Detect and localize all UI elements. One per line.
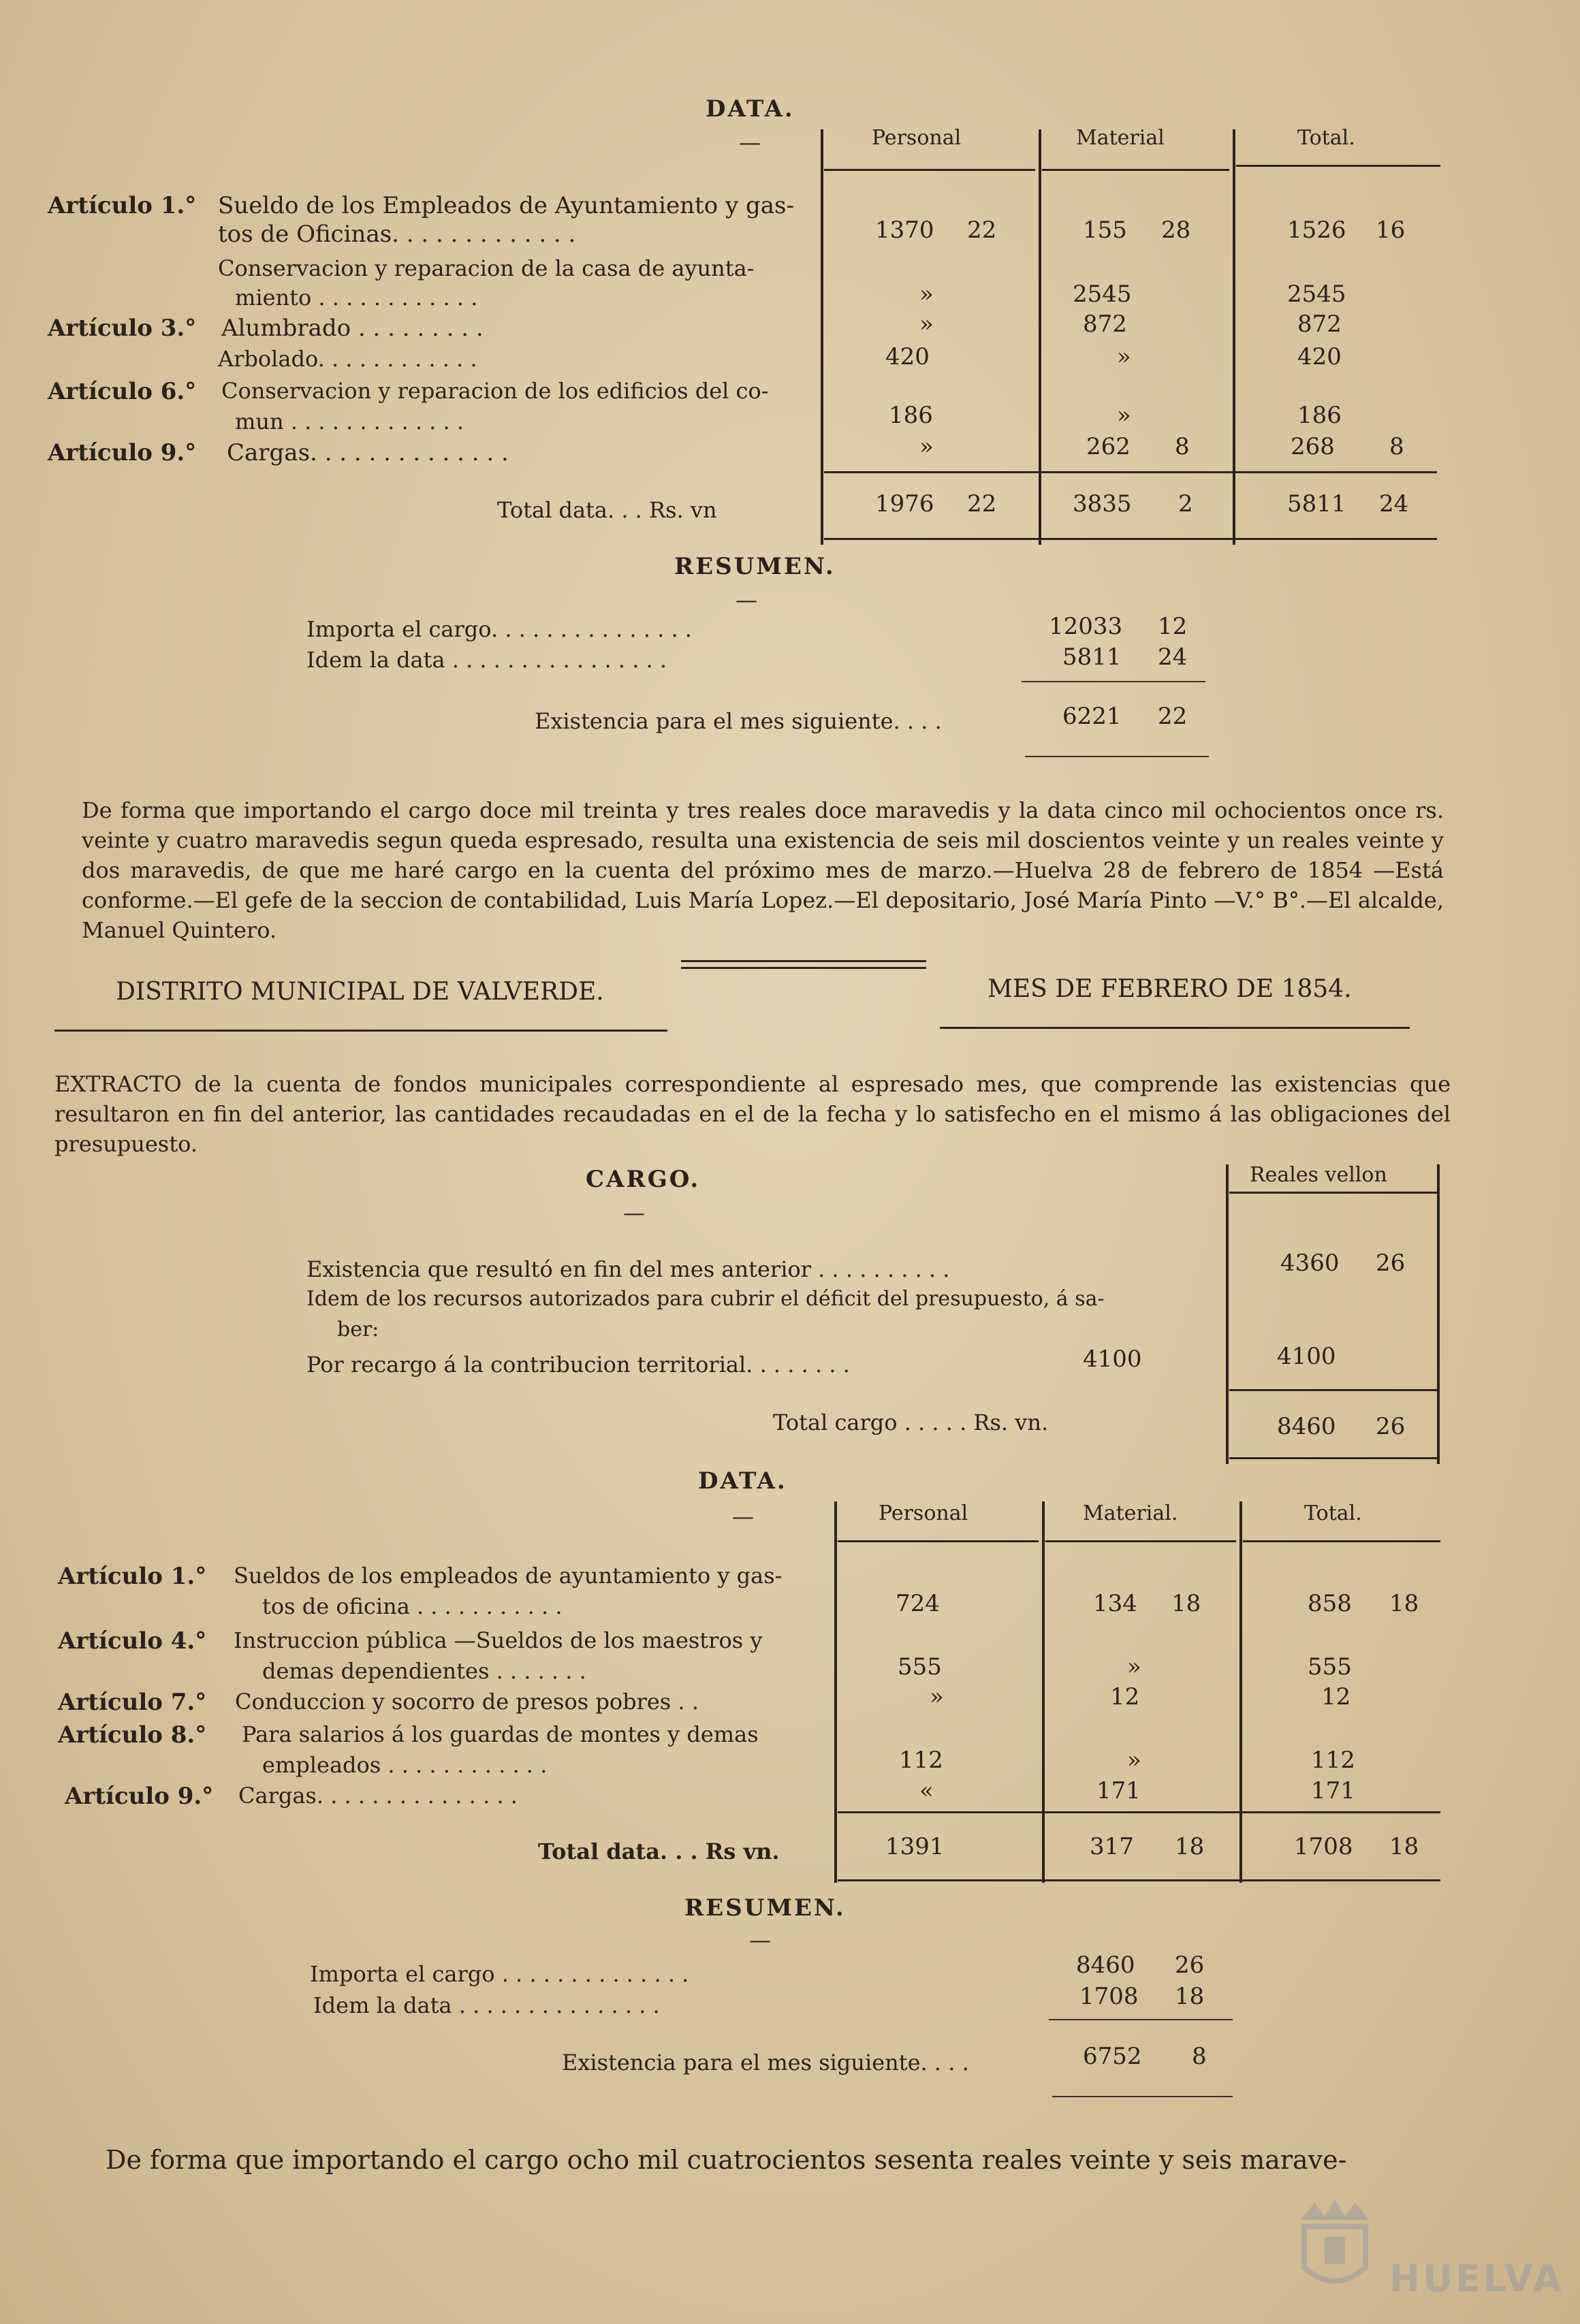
data2-row5-material: 171 <box>1096 1777 1141 1804</box>
data1-row6-total: 268 <box>1291 433 1335 460</box>
data2-head-rule-1 <box>838 1540 1039 1542</box>
data1-vline-1 <box>821 129 823 545</box>
data2-row5-line1: Cargas. . . . . . . . . . . . . . . <box>238 1783 518 1809</box>
data1-dash: — <box>739 129 761 155</box>
data2-total-material-mrs: 18 <box>1175 1833 1205 1860</box>
data2-row5-label: Artículo 9.° <box>65 1783 214 1810</box>
data1-total-label: Total data. . . Rs. vn <box>497 497 717 523</box>
resumen2-dash: — <box>749 1927 771 1953</box>
data1-row3-personal: » <box>919 311 934 338</box>
data1-row3-line1: Alumbrado . . . . . . . . . <box>221 315 484 342</box>
paragraph1: De forma que importando el cargo doce mil treinta y tres reales doce maravedis y la data cinco mil ochocientos once rs. veinte y cuatro maravedis segun queda espresado, resulta una existencia de seis mil doscientos veinte y un reales veinte y dos maravedis, de que me haré cargo en la cuenta del próximo mes de marzo.—Huelva 28 de febrero de 1854 —Está conforme.—El gefe de la seccion de contabilidad, Luis María Lopez.—El depositario, José María Pinto —V.° B°.—El alcalde, Manuel Quintero. <box>82 797 1444 943</box>
data2-row2-line2: demas dependientes . . . . . . . <box>262 1658 586 1684</box>
data2-heading: DATA. <box>698 1467 787 1495</box>
data1-row2-line1: Conservacion y reparacion de la casa de ayunta- <box>218 255 755 281</box>
resumen1-existencia: 6221 <box>1062 703 1122 730</box>
mes-title: MES DE FEBRERO DE 1854. <box>988 975 1352 1003</box>
data1-row4-material: » <box>1117 343 1131 370</box>
resumen2-rule-bottom <box>1052 2096 1233 2097</box>
cargo-idem-line2: ber: <box>337 1318 379 1341</box>
cargo-head-rule <box>1229 1192 1437 1194</box>
resumen1-data-mrs: 24 <box>1158 643 1188 671</box>
resumen1-heading: RESUMEN. <box>674 553 836 580</box>
data1-row3-label: Artículo 3.° <box>48 315 197 342</box>
data1-vline-3 <box>1233 129 1235 545</box>
data1-row5-label: Artículo 6.° <box>48 378 197 405</box>
data1-total-total-mrs: 24 <box>1379 490 1409 518</box>
data1-col-material: Material <box>1076 126 1165 150</box>
data2-dash: — <box>732 1503 754 1529</box>
cargo-vline-left <box>1226 1164 1229 1464</box>
cargo-total-label: Total cargo . . . . . Rs. vn. <box>773 1410 1049 1435</box>
data1-row6-personal: » <box>919 433 934 460</box>
data1-row4-total: 420 <box>1297 343 1342 370</box>
data2-vline-3 <box>1239 1501 1242 1883</box>
data2-total-rule <box>838 1879 1440 1881</box>
data2-total-total: 1708 <box>1294 1833 1353 1860</box>
data2-col-total: Total. <box>1304 1501 1362 1525</box>
data2-total-material: 317 <box>1090 1833 1134 1860</box>
data2-head-rule-2 <box>1045 1540 1236 1542</box>
resumen2-existencia: 6752 <box>1083 2043 1142 2070</box>
data1-row4-line1: Arbolado. . . . . . . . . . . . <box>218 346 477 372</box>
data2-row2-total: 555 <box>1308 1653 1352 1681</box>
cargo-existencia: 4360 <box>1280 1249 1340 1277</box>
data2-row1-material: 134 <box>1093 1590 1137 1617</box>
resumen1-rule <box>1022 681 1205 682</box>
data2-row1-total: 858 <box>1308 1590 1352 1617</box>
resumen1-cargo: 12033 <box>1049 613 1123 640</box>
data1-row6-material: 262 <box>1086 433 1131 460</box>
data2-head-rule-3 <box>1243 1540 1440 1542</box>
data1-head-rule-2 <box>1042 169 1229 171</box>
data1-row3-total: 872 <box>1297 311 1342 338</box>
cargo-total-rule <box>1229 1457 1437 1459</box>
cargo-recargo-label: Por recargo á la contribucion territorial. . . . . . . . <box>306 1352 850 1378</box>
cargo-recargo-inner: 4100 <box>1083 1346 1142 1373</box>
data2-row5-total: 171 <box>1311 1777 1355 1804</box>
data2-sum-rule <box>838 1811 1440 1813</box>
section-divider-bottom <box>681 967 926 969</box>
data2-row1-material-mrs: 18 <box>1171 1590 1201 1617</box>
distrito-title: DISTRITO MUNICIPAL DE VALVERDE. <box>116 978 604 1006</box>
data2-total-total-mrs: 18 <box>1389 1833 1419 1860</box>
data2-row3-total: 12 <box>1321 1683 1351 1710</box>
data1-row1-line1: Sueldo de los Empleados de Ayuntamiento y gas- <box>218 192 794 219</box>
data1-row5-material: » <box>1117 402 1131 429</box>
data2-col-personal: Personal <box>879 1501 968 1525</box>
data1-vline-2 <box>1039 129 1041 545</box>
data1-head-rule-3 <box>1236 165 1440 167</box>
section-divider-top <box>681 960 926 962</box>
data1-row5-line2: mun . . . . . . . . . . . . . <box>235 409 464 434</box>
huelva-watermark <box>1287 2193 1564 2302</box>
data1-row1-material-mrs: 28 <box>1161 217 1191 244</box>
resumen2-existencia-mrs: 8 <box>1192 2043 1207 2070</box>
resumen2-cargo-label: Importa el cargo . . . . . . . . . . . . . . <box>310 1961 689 1987</box>
data2-row2-line1: Instruccion pública —Sueldos de los maestros y <box>234 1627 763 1653</box>
data2-row2-label: Artículo 4.° <box>58 1627 207 1655</box>
resumen2-cargo-mrs: 26 <box>1175 1952 1205 1979</box>
data2-row4-material: » <box>1127 1747 1141 1774</box>
resumen1-data: 5811 <box>1062 643 1122 671</box>
data1-row6-line1: Cargas. . . . . . . . . . . . . . <box>227 439 509 466</box>
data1-row1-line2: tos de Oficinas. . . . . . . . . . . . . <box>218 221 576 248</box>
cargo-vline-right <box>1437 1164 1440 1464</box>
data1-total-material: 3835 <box>1073 490 1132 518</box>
data1-total-rule <box>824 538 1437 540</box>
data2-row1-label: Artículo 1.° <box>58 1563 207 1590</box>
data2-row1-personal: 724 <box>896 1590 940 1617</box>
data1-col-personal: Personal <box>872 126 962 150</box>
cargo-existencia-mrs: 26 <box>1376 1249 1406 1277</box>
cargo-dash: — <box>623 1200 645 1226</box>
extracto-paragraph: EXTRACTO de la cuenta de fondos municipales correspondiente al espresado mes, que comprende las existencias que resultaron en fin del anterior, las cantidades recaudadas en el de la fecha y lo satisfecho en el mismo á las obligaciones del presupuesto. <box>54 1071 1451 1157</box>
mes-underline <box>940 1027 1410 1029</box>
watermark-text: HUELVA <box>1389 2257 1564 2300</box>
data2-row3-label: Artículo 7.° <box>58 1689 207 1716</box>
data2-row3-personal: » <box>930 1683 944 1710</box>
cargo-col-reales: Reales vellon <box>1250 1163 1387 1187</box>
data2-total-label: Total data. . . Rs vn. <box>538 1838 780 1864</box>
data2-row4-personal: 112 <box>899 1747 943 1774</box>
cargo-existencia-label: Existencia que resultó en fin del mes anterior . . . . . . . . . . <box>306 1256 950 1282</box>
resumen2-data-label: Idem la data . . . . . . . . . . . . . . . <box>313 1992 660 2018</box>
data1-row2-total: 2545 <box>1287 281 1346 308</box>
distrito-underline <box>54 1030 667 1032</box>
cargo-idem-line1: Idem de los recursos autorizados para cubrir el déficit del presupuesto, á sa- <box>306 1287 1105 1311</box>
cargo-total-mrs: 26 <box>1376 1413 1406 1440</box>
data2-vline-1 <box>834 1501 837 1883</box>
resumen1-existencia-mrs: 22 <box>1158 703 1188 730</box>
resumen2-data: 1708 <box>1079 1983 1139 2010</box>
data2-row1-line2: tos de oficina . . . . . . . . . . . <box>262 1593 563 1619</box>
data1-row5-line1: Conservacion y reparacion de los edificios del co- <box>221 378 769 404</box>
resumen2-existencia-label: Existencia para el mes siguiente. . . . <box>562 2050 969 2075</box>
data1-total-personal: 1976 <box>875 490 934 518</box>
resumen2-data-mrs: 18 <box>1175 1983 1205 2010</box>
data1-row2-material: 2545 <box>1073 281 1132 308</box>
data2-row4-line1: Para salarios á los guardas de montes y demas <box>242 1721 759 1747</box>
data1-row1-material: 155 <box>1083 217 1127 244</box>
data1-sum-rule <box>824 471 1437 473</box>
data2-row4-total: 112 <box>1311 1747 1355 1774</box>
data2-row5-personal: « <box>919 1777 934 1804</box>
data1-row1-total-mrs: 16 <box>1376 217 1406 244</box>
data2-row2-personal: 555 <box>898 1653 942 1681</box>
data1-row4-personal: 420 <box>885 343 930 370</box>
data1-col-total: Total. <box>1297 126 1355 150</box>
cargo-heading: CARGO. <box>586 1166 701 1193</box>
resumen1-cargo-mrs: 12 <box>1158 613 1188 640</box>
data1-row6-material-mrs: 8 <box>1175 433 1190 460</box>
data2-row4-line2: empleados . . . . . . . . . . . . <box>262 1752 548 1778</box>
data1-total-personal-mrs: 22 <box>967 490 997 518</box>
data1-row5-personal: 186 <box>889 402 933 429</box>
data1-head-rule-1 <box>824 169 1035 171</box>
data1-row6-label: Artículo 9.° <box>48 439 197 466</box>
data1-row1-personal-mrs: 22 <box>967 217 997 244</box>
data1-row6-total-mrs: 8 <box>1389 433 1404 460</box>
data2-row1-total-mrs: 18 <box>1389 1590 1419 1617</box>
data1-total-material-mrs: 2 <box>1178 490 1193 518</box>
resumen1-rule-bottom <box>1025 756 1209 757</box>
data1-row3-material: 872 <box>1083 311 1127 338</box>
cargo-recargo: 4100 <box>1277 1343 1336 1370</box>
cargo-sum-rule <box>1229 1389 1437 1391</box>
resumen2-cargo: 8460 <box>1076 1952 1135 1979</box>
data1-heading: DATA. <box>706 95 795 123</box>
data1-row1-total: 1526 <box>1287 217 1346 244</box>
cargo-total: 8460 <box>1277 1413 1336 1440</box>
data2-row1-line1: Sueldos de los empleados de ayuntamiento y gas- <box>234 1563 783 1589</box>
data2-row3-line1: Conduccion y socorro de presos pobres . . <box>235 1689 699 1715</box>
data1-row2-personal: » <box>919 281 934 308</box>
data2-row3-material: 12 <box>1110 1683 1140 1710</box>
data1-row1-personal: 1370 <box>875 217 934 244</box>
resumen1-dash: — <box>736 587 757 613</box>
resumen1-existencia-label: Existencia para el mes siguiente. . . . <box>535 708 942 734</box>
data2-vline-2 <box>1042 1501 1045 1883</box>
data1-row1-label: Artículo 1.° <box>48 192 197 219</box>
data2-row4-label: Artículo 8.° <box>58 1721 207 1749</box>
data1-row2-line2: miento . . . . . . . . . . . . <box>235 285 478 311</box>
data2-total-personal: 1391 <box>885 1833 945 1860</box>
resumen2-rule <box>1049 2019 1233 2020</box>
resumen1-data-label: Idem la data . . . . . . . . . . . . . . . . <box>306 647 667 673</box>
data1-total-total: 5811 <box>1287 490 1346 518</box>
crown-shield-icon <box>1287 2193 1382 2302</box>
data1-row5-total: 186 <box>1297 402 1342 429</box>
resumen2-heading: RESUMEN. <box>684 1894 846 1922</box>
paragraph2: De forma que importando el cargo ocho mil cuatrocientos sesenta reales veinte y seis marave- <box>106 2145 1347 2175</box>
resumen1-cargo-label: Importa el cargo. . . . . . . . . . . . . . . <box>306 616 692 642</box>
data2-row2-material: » <box>1127 1653 1141 1681</box>
data2-col-material: Material. <box>1083 1501 1178 1525</box>
